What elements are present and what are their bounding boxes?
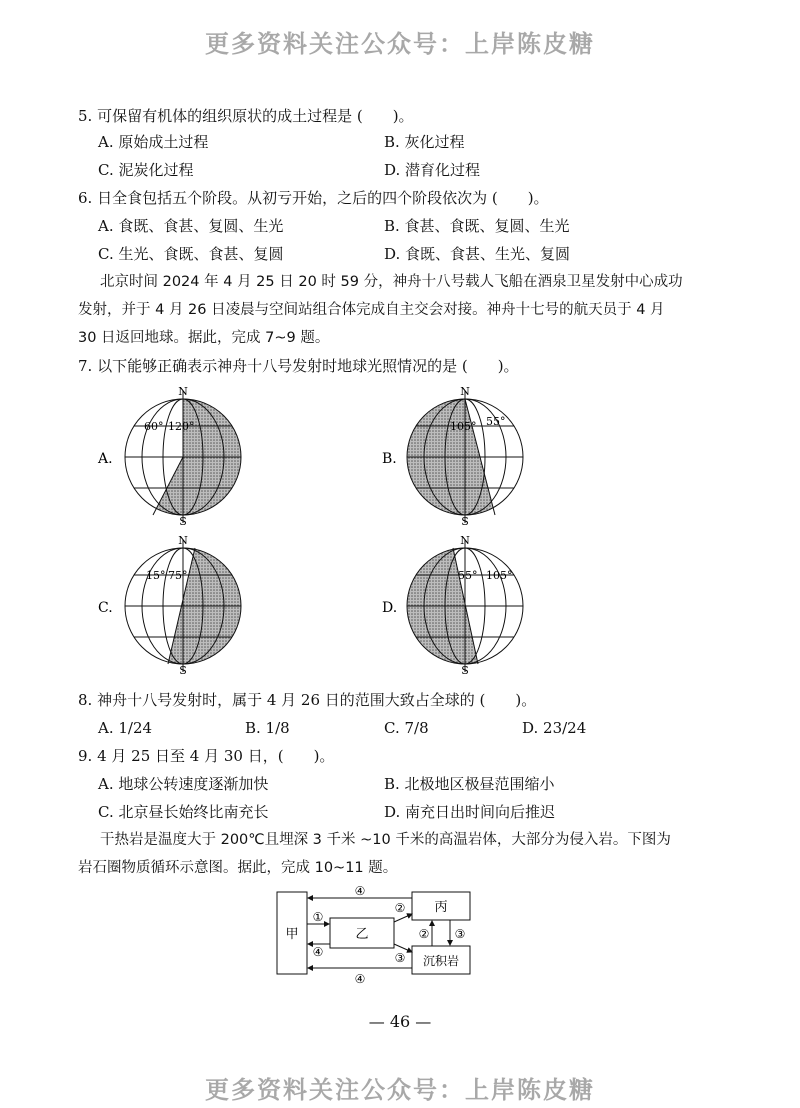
globe-c-south: S: [179, 664, 187, 677]
passage1-line1: 北京时间 2024 年 4 月 25 日 20 时 59 分，神舟十八号载人飞船在酒泉卫星发射中心成功: [100, 274, 683, 290]
rock-cycle-diagram: [272, 884, 512, 984]
label-2-upper: ②: [394, 901, 406, 915]
globe-a: [97, 385, 250, 528]
q9-option-d: D. 南充日出时间向后推迟: [384, 803, 556, 821]
globe-b-south: S: [461, 515, 469, 528]
label-4-mid: ④: [312, 945, 324, 959]
globe-c: [98, 534, 241, 677]
box-yi: 乙: [355, 927, 369, 942]
globe-c-angle1: 15°: [146, 569, 166, 582]
q6-stem: 6. 日全食包括五个阶段。从初亏开始，之后的四个阶段依次为 ( )。: [78, 189, 549, 207]
passage2-line2: 岩石圈物质循环示意图。据此，完成 10~11 题。: [78, 860, 398, 876]
q9-stem: 9. 4 月 25 日至 4 月 30 日，( )。: [78, 747, 335, 765]
globe-b-north: N: [460, 385, 470, 398]
q8-option-c: C. 7/8: [384, 719, 429, 737]
globe-d-letter: D.: [382, 600, 398, 616]
globe-d-angle1: 55°: [458, 569, 478, 582]
q7-stem: 7. 以下能够正确表示神舟十八号发射时地球光照情况的是 ( )。: [78, 357, 519, 375]
q7-globes: [0, 385, 800, 685]
globe-b-angle1: 105°: [450, 420, 477, 433]
q5-stem: 5. 可保留有机体的组织原状的成土过程是 ( )。: [78, 107, 414, 125]
watermark-bottom: 更多资料关注公众号：上岸陈皮糖: [205, 1076, 595, 1104]
label-3-lower: ③: [394, 951, 406, 965]
globe-c-north: N: [178, 534, 188, 547]
box-bing: 丙: [434, 900, 448, 915]
globe-a-south: S: [179, 515, 187, 528]
q8-option-b: B. 1/8: [245, 719, 290, 737]
label-3-vertical: ③: [454, 927, 466, 941]
passage1-line3: 30 日返回地球。据此，完成 7~9 题。: [78, 330, 330, 346]
page-number: — 46 —: [368, 1012, 432, 1031]
q5-option-c: C. 泥炭化过程: [98, 161, 194, 179]
box-sedimentary: 沉积岩: [422, 954, 460, 968]
label-4-bottom: ④: [354, 972, 366, 984]
q6-option-b: B. 食甚、食既、复圆、生光: [384, 217, 570, 235]
q6-option-c: C. 生光、食既、食甚、复圆: [98, 245, 284, 263]
globe-d-north: N: [460, 534, 470, 547]
q9-option-b: B. 北极地区极昼范围缩小: [384, 775, 555, 793]
q8-option-d: D. 23/24: [522, 719, 587, 737]
box-jia: 甲: [285, 927, 299, 942]
globe-c-letter: C.: [98, 600, 113, 616]
passage1-line2: 发射，并于 4 月 26 日凌晨与空间站组合体完成自主交会对接。神舟十七号的航天员于 4 月: [78, 302, 665, 318]
q5-option-a: A. 原始成土过程: [98, 133, 209, 151]
globe-a-letter: A.: [98, 451, 113, 467]
q6-option-d: D. 食既、食甚、生光、复圆: [384, 245, 571, 263]
passage2-line1: 干热岩是温度大于 200℃且埋深 3 千米 ~10 千米的高温岩体，大部分为侵入岩。下图为: [100, 832, 671, 848]
globe-d-south: S: [461, 664, 469, 677]
watermark-top: 更多资料关注公众号：上岸陈皮糖: [205, 30, 595, 58]
q5-option-b: B. 灰化过程: [384, 133, 465, 151]
globe-c-angle2: 75°: [168, 569, 188, 582]
globe-d-angle2: 105°: [486, 569, 513, 582]
globe-b: [382, 385, 523, 528]
q8-option-a: A. 1/24: [98, 719, 153, 737]
globe-d: [382, 534, 523, 677]
q6-option-a: A. 食既、食甚、复圆、生光: [98, 217, 284, 235]
globe-a-north: N: [178, 385, 188, 398]
label-2-vertical: ②: [418, 927, 430, 941]
globe-b-angle2: 55°: [486, 415, 506, 428]
q9-option-c: C. 北京昼长始终比南充长: [98, 803, 269, 821]
q5-option-d: D. 潜育化过程: [384, 161, 481, 179]
globe-a-angle1: 60°: [144, 420, 164, 433]
label-4-top: ④: [354, 884, 366, 898]
globe-a-angle2: 120°: [168, 420, 195, 433]
q8-stem: 8. 神舟十八号发射时，属于 4 月 26 日的范围大致占全球的 ( )。: [78, 691, 537, 709]
q9-option-a: A. 地球公转速度逐渐加快: [98, 775, 269, 793]
globe-b-letter: B.: [382, 451, 397, 467]
label-1: ①: [312, 910, 324, 924]
